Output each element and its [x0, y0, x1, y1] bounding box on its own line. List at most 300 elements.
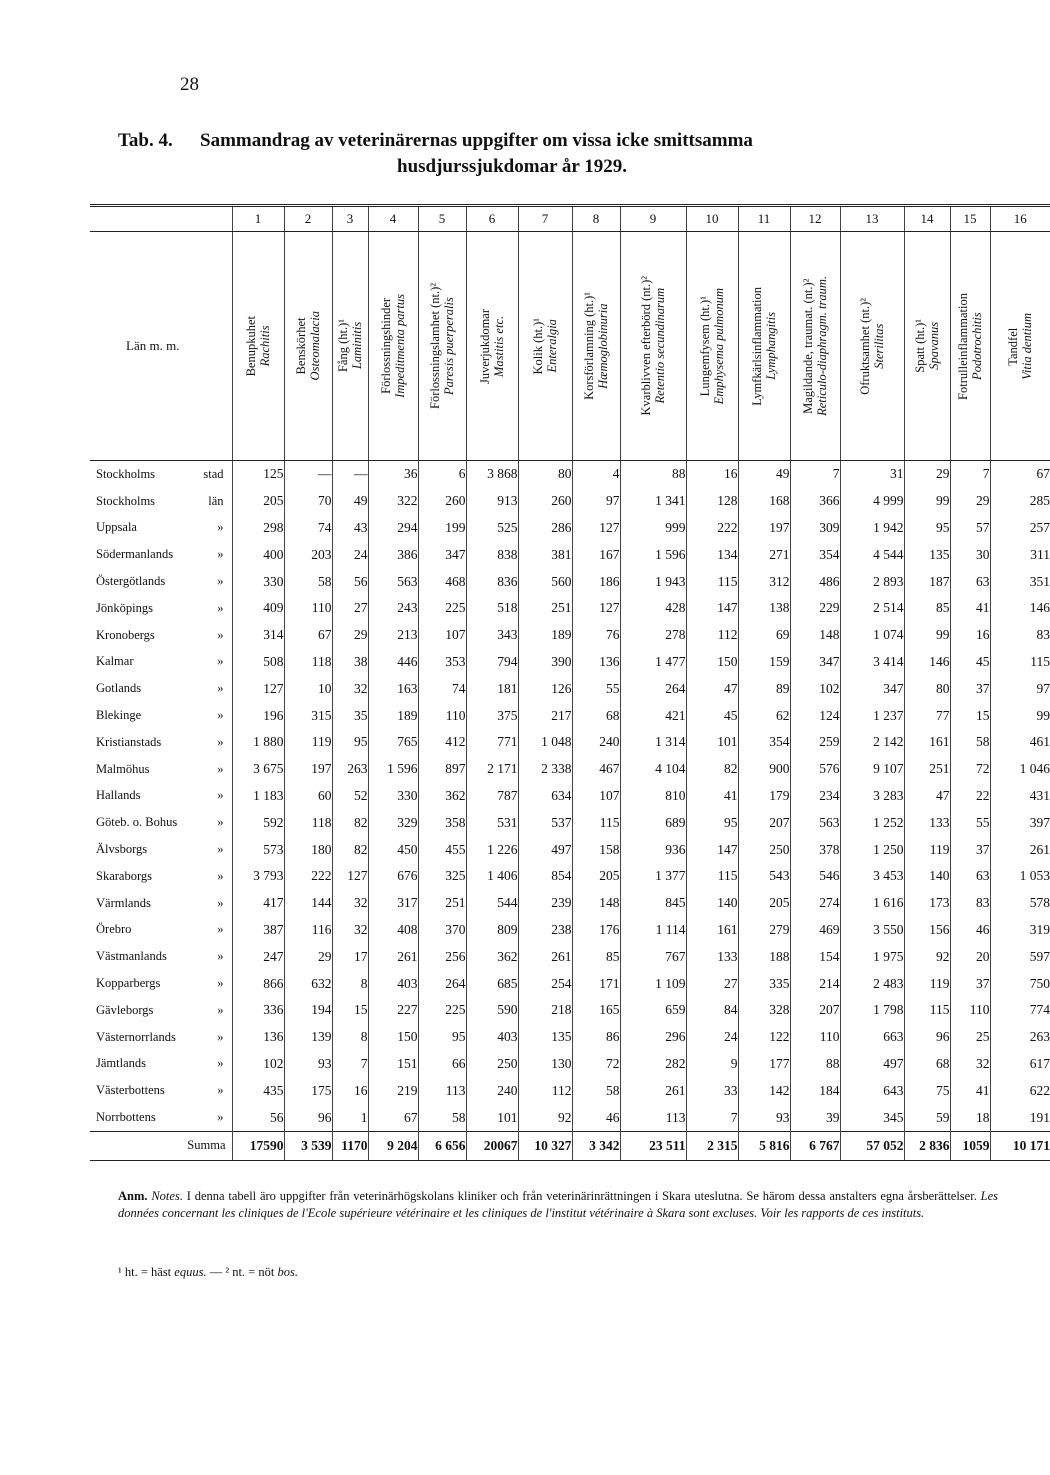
value-cell: 486 — [790, 568, 840, 595]
value-cell: 88 — [620, 461, 686, 488]
value-cell: 2 514 — [840, 595, 904, 622]
value-cell: 689 — [620, 809, 686, 836]
value-cell: 787 — [466, 783, 518, 810]
value-cell: 67 — [990, 461, 1050, 488]
county-name-cell — [90, 997, 232, 1024]
value-cell: 239 — [518, 890, 572, 917]
value-cell: 2 171 — [466, 756, 518, 783]
value-cell: 560 — [518, 568, 572, 595]
value-cell: 180 — [284, 836, 332, 863]
value-cell: 140 — [686, 890, 738, 917]
value-cell: 4 999 — [840, 488, 904, 515]
value-cell: 118 — [284, 649, 332, 676]
value-cell: 750 — [990, 970, 1050, 997]
value-cell: 254 — [518, 970, 572, 997]
value-cell: 46 — [572, 1104, 620, 1131]
value-cell: 72 — [572, 1051, 620, 1078]
county-suffix: » — [217, 949, 224, 964]
value-cell: 260 — [418, 488, 466, 515]
value-cell: 325 — [418, 863, 466, 890]
value-cell: 4 — [572, 461, 620, 488]
value-cell: 497 — [840, 1051, 904, 1078]
column-header-text — [294, 311, 322, 380]
value-cell: 128 — [686, 488, 738, 515]
value-cell: 1 596 — [368, 756, 418, 783]
value-cell: 138 — [738, 595, 790, 622]
value-cell: 261 — [368, 943, 418, 970]
value-cell: 47 — [904, 783, 950, 810]
county-name-cell — [90, 649, 232, 676]
county-suffix: stad — [203, 466, 224, 481]
value-cell: 112 — [686, 622, 738, 649]
value-cell: 294 — [368, 515, 418, 542]
value-cell: 74 — [418, 675, 466, 702]
value-cell: 150 — [368, 1024, 418, 1051]
value-cell: 101 — [686, 729, 738, 756]
value-cell: 35 — [332, 702, 368, 729]
column-header — [950, 232, 990, 461]
value-cell: 264 — [620, 675, 686, 702]
column-header-swedish: Korsförlamning (ht.)¹ — [582, 292, 596, 400]
summa-row — [90, 1131, 1050, 1160]
value-cell: 115 — [686, 568, 738, 595]
summa-cell: 10 171 — [990, 1131, 1050, 1160]
value-cell: 74 — [284, 515, 332, 542]
value-cell: 95 — [686, 809, 738, 836]
county-suffix: » — [217, 761, 224, 776]
county-name: Kalmar — [96, 654, 134, 669]
col-number: 13 — [840, 206, 904, 232]
value-cell: 1 048 — [518, 729, 572, 756]
value-cell: 1 183 — [232, 783, 284, 810]
value-cell: 240 — [466, 1077, 518, 1104]
column-header — [990, 232, 1050, 461]
value-cell: 314 — [232, 622, 284, 649]
value-cell: 130 — [518, 1051, 572, 1078]
value-cell: 3 675 — [232, 756, 284, 783]
column-header-text — [1006, 313, 1034, 380]
value-cell: 296 — [620, 1024, 686, 1051]
value-cell: 55 — [950, 809, 990, 836]
value-cell: 115 — [572, 809, 620, 836]
value-cell: 330 — [368, 783, 418, 810]
value-cell: 3 453 — [840, 863, 904, 890]
column-header-latin: Mastitis etc. — [492, 315, 506, 377]
value-cell: 68 — [572, 702, 620, 729]
column-header-text — [582, 292, 610, 400]
value-cell: 119 — [904, 836, 950, 863]
value-cell: 30 — [950, 541, 990, 568]
value-cell: 1 975 — [840, 943, 904, 970]
value-cell: 97 — [572, 488, 620, 515]
value-cell: 446 — [368, 649, 418, 676]
value-cell: 468 — [418, 568, 466, 595]
column-header-latin: Rachitis — [258, 325, 272, 367]
value-cell: 632 — [284, 970, 332, 997]
value-cell: 7 — [950, 461, 990, 488]
value-cell: 151 — [368, 1051, 418, 1078]
county-name: Skaraborgs — [96, 868, 153, 883]
county-name: Stockholms — [96, 466, 156, 481]
value-cell: 17 — [332, 943, 368, 970]
value-cell: 125 — [232, 461, 284, 488]
value-cell: 358 — [418, 809, 466, 836]
value-cell: 82 — [332, 809, 368, 836]
value-cell: 16 — [686, 461, 738, 488]
value-cell: 113 — [418, 1077, 466, 1104]
notes-swedish: I denna tabell äro uppgifter från veterinärhögskolans kliniker och från veterinärinrättningen i Skara uteslutna. Se härom dessa anstalters egna årsberättelser. — [186, 1189, 977, 1203]
table-row — [90, 863, 1050, 890]
column-header-latin: Impeditmenta partus — [393, 294, 407, 398]
col-number: 3 — [332, 206, 368, 232]
value-cell: 2 483 — [840, 970, 904, 997]
value-cell: 497 — [518, 836, 572, 863]
column-header-text — [801, 276, 829, 416]
column-header — [840, 232, 904, 461]
value-cell: 1 109 — [620, 970, 686, 997]
value-cell: 403 — [466, 1024, 518, 1051]
county-name: Göteb. o. Bohus — [96, 815, 178, 830]
county-name-cell — [90, 488, 232, 515]
county-name-cell — [90, 836, 232, 863]
column-header — [738, 232, 790, 461]
county-suffix: » — [217, 708, 224, 723]
county-suffix: » — [217, 1110, 224, 1125]
value-cell: 8 — [332, 1024, 368, 1051]
title-line-1: Sammandrag av veterinärernas uppgifter om vissa icke smittsamma — [200, 130, 753, 151]
value-cell: 122 — [738, 1024, 790, 1051]
value-cell: 366 — [790, 488, 840, 515]
table-row — [90, 756, 1050, 783]
value-cell: 435 — [232, 1077, 284, 1104]
column-header — [686, 232, 738, 461]
value-cell: 9 — [686, 1051, 738, 1078]
value-cell: 386 — [368, 541, 418, 568]
value-cell: 16 — [950, 622, 990, 649]
value-cell: 176 — [572, 917, 620, 944]
value-cell: 234 — [790, 783, 840, 810]
value-cell: 328 — [738, 997, 790, 1024]
value-cell: 115 — [990, 649, 1050, 676]
value-cell: 771 — [466, 729, 518, 756]
value-cell: 173 — [904, 890, 950, 917]
value-cell: 251 — [904, 756, 950, 783]
value-cell: 330 — [232, 568, 284, 595]
value-cell: 134 — [686, 541, 738, 568]
value-cell: 319 — [990, 917, 1050, 944]
value-cell: 49 — [738, 461, 790, 488]
value-cell: 999 — [620, 515, 686, 542]
value-cell: 7 — [686, 1104, 738, 1131]
column-header — [904, 232, 950, 461]
value-cell: 112 — [518, 1077, 572, 1104]
county-name-cell — [90, 461, 232, 488]
value-cell: 15 — [332, 997, 368, 1024]
summa-cell: 57 052 — [840, 1131, 904, 1160]
value-cell: 113 — [620, 1104, 686, 1131]
value-cell: 259 — [790, 729, 840, 756]
value-cell: 159 — [738, 649, 790, 676]
value-cell: 41 — [950, 595, 990, 622]
value-cell: 49 — [332, 488, 368, 515]
value-cell: 936 — [620, 836, 686, 863]
value-cell: 187 — [904, 568, 950, 595]
value-cell: 45 — [686, 702, 738, 729]
county-name: Malmöhus — [96, 761, 150, 776]
column-header-text — [379, 294, 407, 398]
value-cell: 229 — [790, 595, 840, 622]
value-cell: 15 — [950, 702, 990, 729]
value-cell: 461 — [990, 729, 1050, 756]
value-cell: 617 — [990, 1051, 1050, 1078]
value-cell: 118 — [284, 809, 332, 836]
corner-cell — [90, 206, 232, 232]
value-cell: 3 793 — [232, 863, 284, 890]
value-cell: 378 — [790, 836, 840, 863]
value-cell: 1 314 — [620, 729, 686, 756]
column-header-latin: Podotrochitis — [970, 312, 984, 380]
summa-cell: 2 836 — [904, 1131, 950, 1160]
value-cell: 136 — [232, 1024, 284, 1051]
column-header-swedish: Tandfel — [1006, 327, 1021, 365]
value-cell: 167 — [572, 541, 620, 568]
county-name-cell — [90, 622, 232, 649]
value-cell: 55 — [572, 675, 620, 702]
value-cell: 3 868 — [466, 461, 518, 488]
value-cell: 238 — [518, 917, 572, 944]
column-header-swedish: Benskörhet — [294, 317, 308, 375]
value-cell: 213 — [368, 622, 418, 649]
value-cell: 809 — [466, 917, 518, 944]
county-suffix: » — [217, 520, 224, 535]
value-cell: 37 — [950, 836, 990, 863]
value-cell: 89 — [738, 675, 790, 702]
value-cell: 47 — [686, 675, 738, 702]
value-cell: 147 — [686, 595, 738, 622]
value-cell: 177 — [738, 1051, 790, 1078]
value-cell: 597 — [990, 943, 1050, 970]
value-cell: 251 — [418, 890, 466, 917]
county-name: Gotlands — [96, 681, 142, 696]
col-number: 2 — [284, 206, 332, 232]
value-cell: 525 — [466, 515, 518, 542]
col-number: 4 — [368, 206, 418, 232]
county-name: Norrbottens — [96, 1110, 156, 1125]
value-cell: 261 — [620, 1077, 686, 1104]
col-number: 15 — [950, 206, 990, 232]
county-name-cell — [90, 1051, 232, 1078]
summa-cell: 1170 — [332, 1131, 368, 1160]
column-header-text — [531, 318, 559, 375]
value-cell: 102 — [232, 1051, 284, 1078]
value-cell: 218 — [518, 997, 572, 1024]
value-cell: 102 — [790, 675, 840, 702]
value-cell: 27 — [332, 595, 368, 622]
county-name: Älvsborgs — [96, 842, 148, 857]
value-cell: 225 — [418, 997, 466, 1024]
value-cell: — — [284, 461, 332, 488]
value-cell: 250 — [738, 836, 790, 863]
county-name: Värmlands — [96, 895, 151, 910]
value-cell: 335 — [738, 970, 790, 997]
value-cell: 119 — [904, 970, 950, 997]
value-cell: 18 — [950, 1104, 990, 1131]
value-cell: 58 — [950, 729, 990, 756]
value-cell: 32 — [332, 890, 368, 917]
value-cell: 765 — [368, 729, 418, 756]
value-cell: 124 — [790, 702, 840, 729]
value-cell: 421 — [620, 702, 686, 729]
column-header-latin: Vitia dentium — [1020, 312, 1035, 380]
value-cell: 199 — [418, 515, 466, 542]
value-cell: 67 — [368, 1104, 418, 1131]
county-suffix: » — [217, 1083, 224, 1098]
table-row — [90, 943, 1050, 970]
value-cell: 685 — [466, 970, 518, 997]
value-cell: 518 — [466, 595, 518, 622]
value-cell: 866 — [232, 970, 284, 997]
value-cell: 243 — [368, 595, 418, 622]
value-cell: 165 — [572, 997, 620, 1024]
value-cell: 110 — [950, 997, 990, 1024]
column-header — [518, 232, 572, 461]
footnote-latin-1: equus. — [174, 1265, 207, 1279]
value-cell: 38 — [332, 649, 368, 676]
value-cell: 181 — [466, 675, 518, 702]
county-suffix: » — [217, 734, 224, 749]
table-row — [90, 461, 1050, 488]
value-cell: 205 — [232, 488, 284, 515]
value-cell: 1 252 — [840, 809, 904, 836]
value-cell: 298 — [232, 515, 284, 542]
col-number: 6 — [466, 206, 518, 232]
col-number: 1 — [232, 206, 284, 232]
value-cell: 278 — [620, 622, 686, 649]
value-cell: 214 — [790, 970, 840, 997]
value-cell: 189 — [368, 702, 418, 729]
value-cell: 41 — [686, 783, 738, 810]
value-cell: 354 — [790, 541, 840, 568]
footnote-sep: — ² nt. = nöt — [209, 1265, 275, 1279]
value-cell: 309 — [790, 515, 840, 542]
county-name: Östergötlands — [96, 574, 166, 589]
value-cell: 409 — [232, 595, 284, 622]
table-row — [90, 970, 1050, 997]
county-name: Hallands — [96, 788, 141, 803]
value-cell: 110 — [284, 595, 332, 622]
value-cell: 31 — [840, 461, 904, 488]
value-cell: 431 — [990, 783, 1050, 810]
column-header-latin: Osteomalacia — [308, 311, 322, 381]
value-cell: 251 — [518, 595, 572, 622]
value-cell: 133 — [904, 809, 950, 836]
column-header-swedish: Förlossningshinder — [379, 298, 393, 394]
value-cell: 240 — [572, 729, 620, 756]
column-header — [466, 232, 518, 461]
value-cell: 207 — [790, 997, 840, 1024]
county-suffix: » — [217, 681, 224, 696]
value-cell: 1 596 — [620, 541, 686, 568]
table-row — [90, 729, 1050, 756]
value-cell: 362 — [418, 783, 466, 810]
value-cell: 67 — [284, 622, 332, 649]
table-row — [90, 917, 1050, 944]
value-cell: 163 — [368, 675, 418, 702]
summa-cell: 6 767 — [790, 1131, 840, 1160]
column-header-text — [858, 298, 886, 395]
value-cell: 1 114 — [620, 917, 686, 944]
column-header-swedish: Förlossningslamhet (nt.)² — [428, 283, 442, 409]
value-cell: 362 — [466, 943, 518, 970]
col-number: 8 — [572, 206, 620, 232]
county-suffix: » — [217, 922, 224, 937]
footnote-latin-2: bos. — [277, 1265, 298, 1279]
value-cell: 99 — [904, 488, 950, 515]
value-cell: 1 226 — [466, 836, 518, 863]
county-suffix: » — [217, 600, 224, 615]
value-cell: 139 — [284, 1024, 332, 1051]
value-cell: 546 — [790, 863, 840, 890]
county-suffix: » — [217, 895, 224, 910]
column-header-swedish: Lungemfysem (ht.)¹ — [698, 295, 712, 397]
value-cell: 97 — [990, 675, 1050, 702]
value-cell: 72 — [950, 756, 990, 783]
column-header-text — [956, 293, 984, 400]
summa-cell: 1059 — [950, 1131, 990, 1160]
value-cell: 189 — [518, 622, 572, 649]
value-cell: 80 — [904, 675, 950, 702]
col-number: 11 — [738, 206, 790, 232]
value-cell: 261 — [518, 943, 572, 970]
value-cell: 336 — [232, 997, 284, 1024]
value-cell: 85 — [572, 943, 620, 970]
summa-cell: 6 656 — [418, 1131, 466, 1160]
value-cell: 250 — [466, 1051, 518, 1078]
value-cell: 203 — [284, 541, 332, 568]
column-header-latin: Spavanus — [927, 322, 941, 370]
value-cell: 83 — [990, 622, 1050, 649]
value-cell: 1 237 — [840, 702, 904, 729]
footnote — [118, 1265, 298, 1280]
value-cell: 32 — [332, 917, 368, 944]
summa-label: Summa — [90, 1131, 232, 1160]
value-cell: 274 — [790, 890, 840, 917]
value-cell: 39 — [790, 1104, 840, 1131]
value-cell: 3 283 — [840, 783, 904, 810]
county-name-cell — [90, 809, 232, 836]
county-name-cell — [90, 595, 232, 622]
value-cell: 171 — [572, 970, 620, 997]
value-cell: 8 — [332, 970, 368, 997]
value-cell: 37 — [950, 675, 990, 702]
value-cell: 207 — [738, 809, 790, 836]
value-cell: 351 — [990, 568, 1050, 595]
value-cell: 1 053 — [990, 863, 1050, 890]
value-cell: 508 — [232, 649, 284, 676]
value-cell: 1 798 — [840, 997, 904, 1024]
column-header — [572, 232, 620, 461]
value-cell: 774 — [990, 997, 1050, 1024]
value-cell: 573 — [232, 836, 284, 863]
value-cell: 63 — [950, 568, 990, 595]
value-cell: 25 — [950, 1024, 990, 1051]
col-number: 5 — [418, 206, 466, 232]
value-cell: 311 — [990, 541, 1050, 568]
column-header-text — [478, 309, 506, 384]
value-cell: 7 — [790, 461, 840, 488]
value-cell: 7 — [332, 1051, 368, 1078]
value-cell: 197 — [284, 756, 332, 783]
